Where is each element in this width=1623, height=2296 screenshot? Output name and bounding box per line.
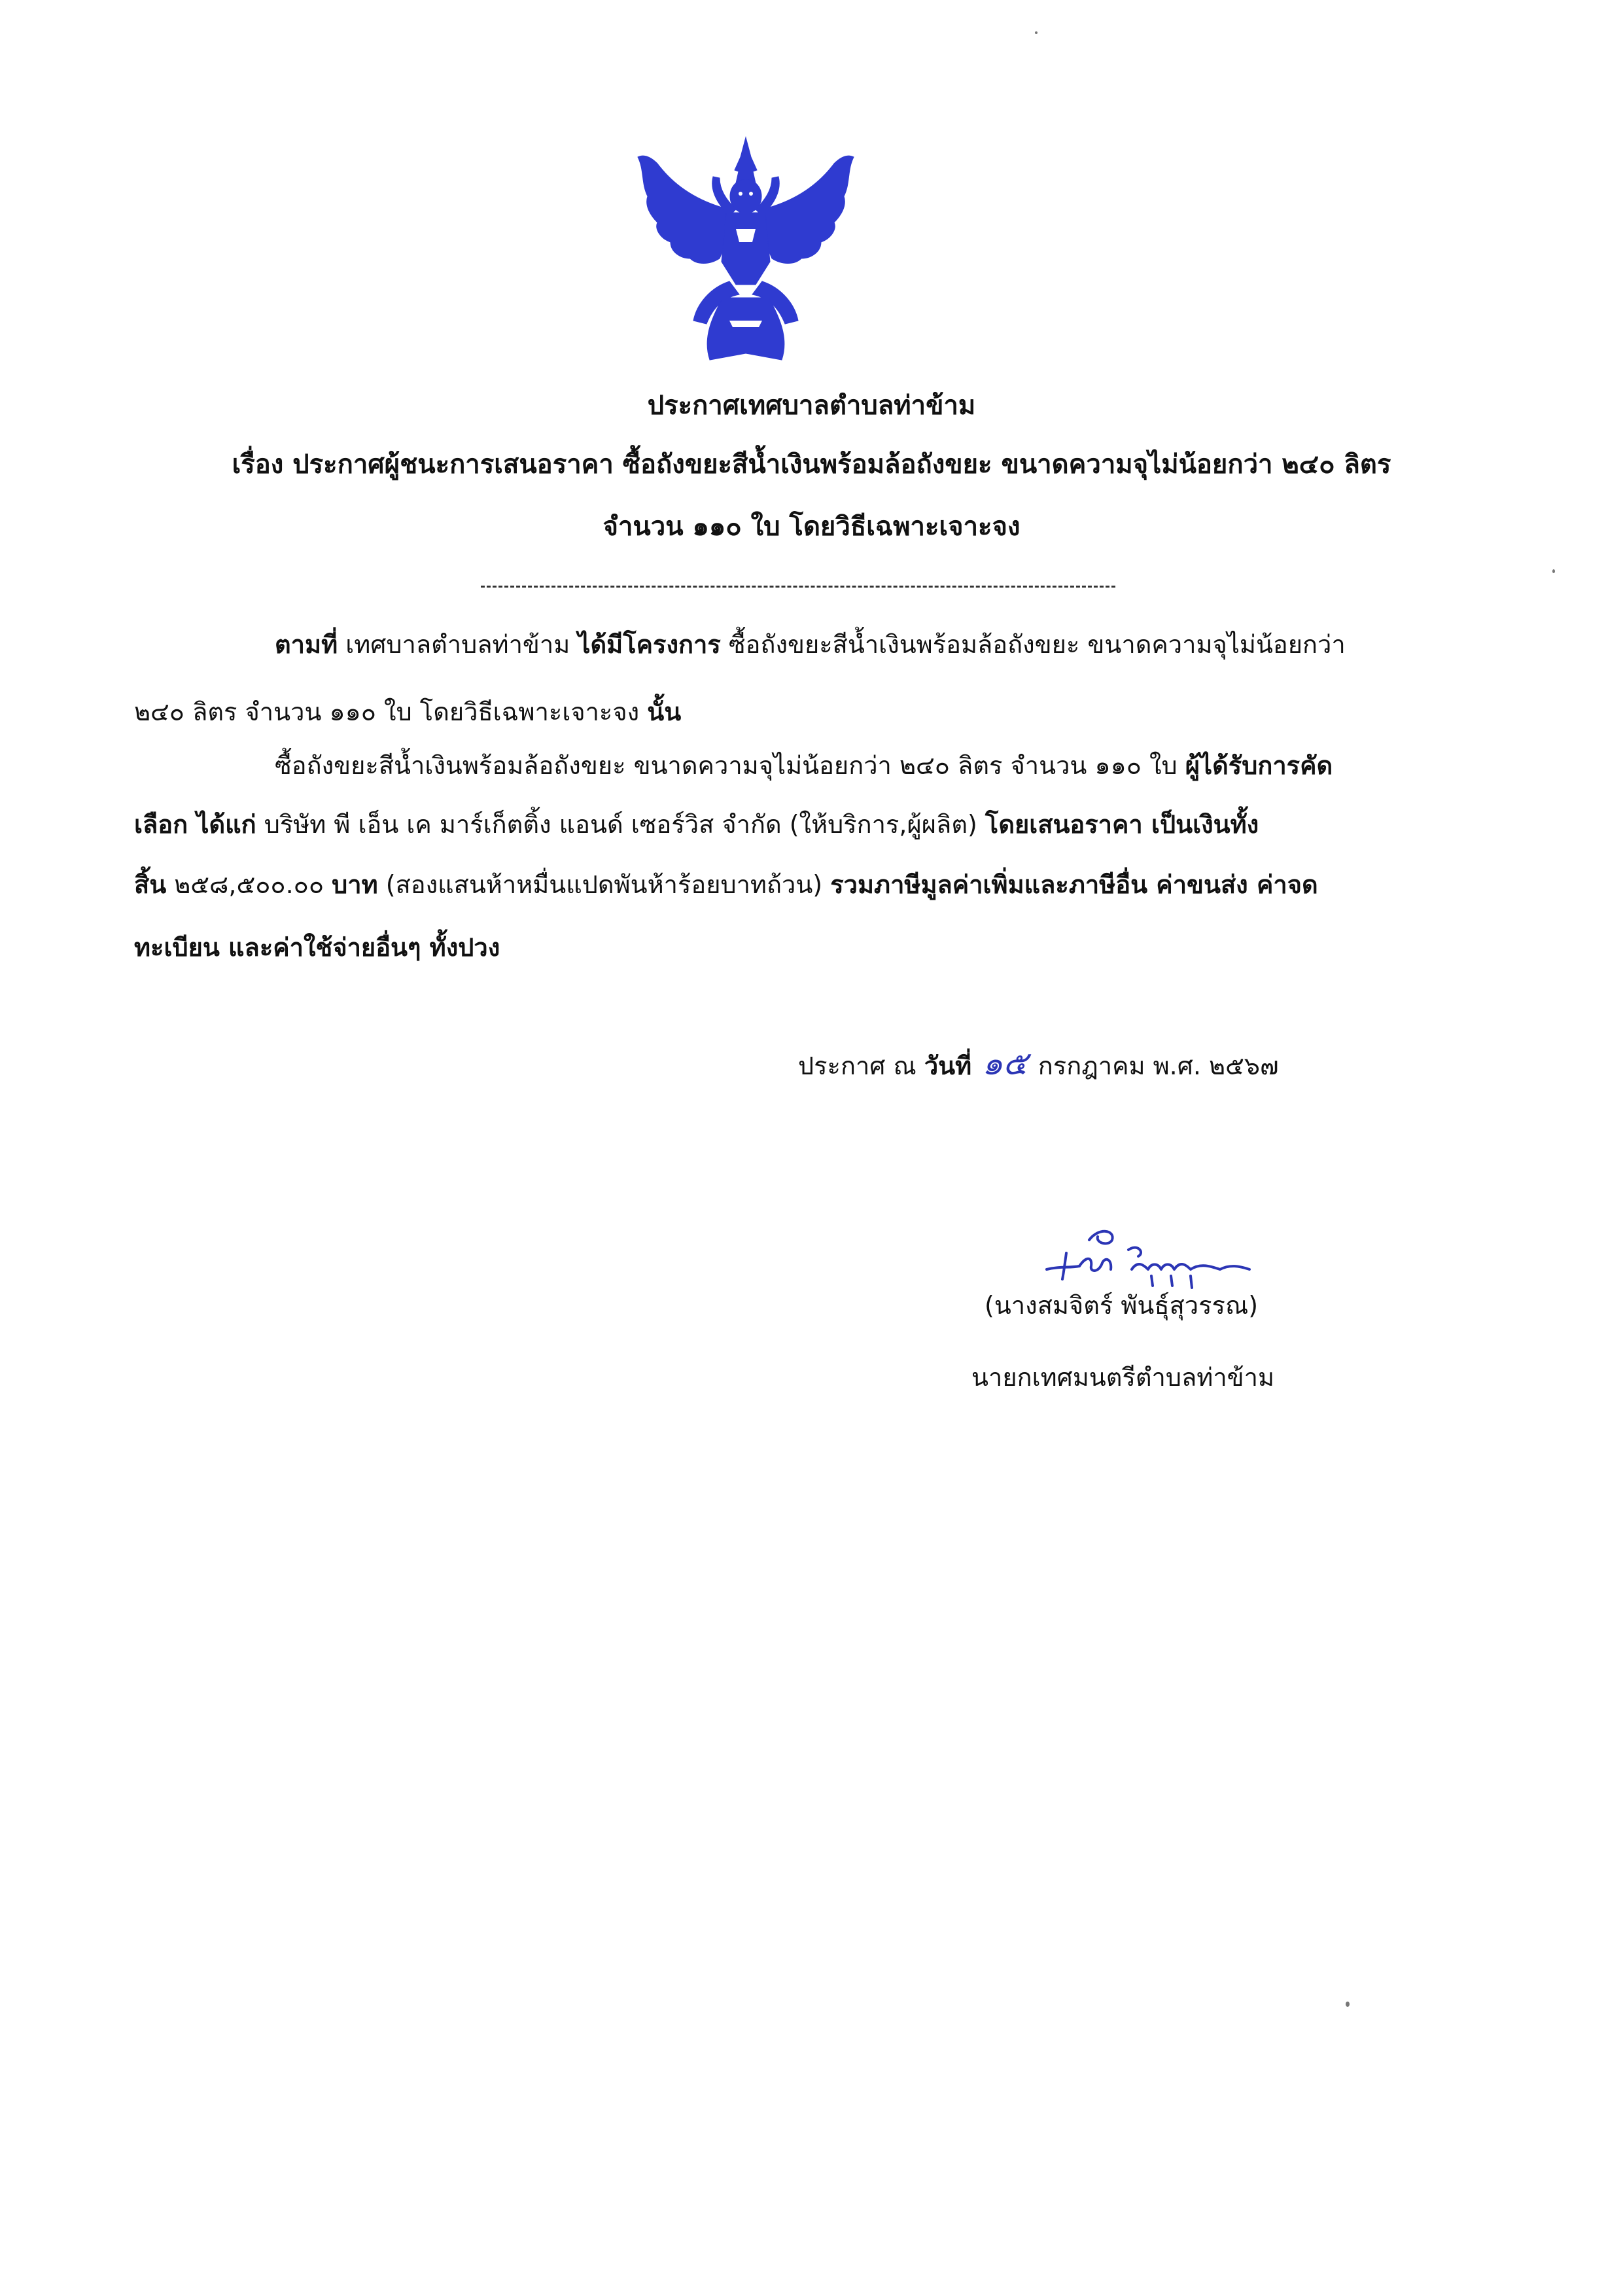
para2-line1-text: ซื้อถังขยะสีน้ำเงินพร้อมล้อถังขยะ ขนาดความจุไม่น้อยกว่า ๒๔๐ ลิตร จำนวน ๑๑๐ ใบ [275, 751, 1185, 780]
para1-text-b: ได้มีโครงการ [578, 630, 721, 659]
para1-lead: ตามที่ [275, 630, 338, 659]
para2-line3-b: ๒๕๘,๕๐๐.๐๐ [166, 870, 332, 899]
dashed-divider [481, 586, 1115, 588]
para2-line3-d: (สองแสนห้าหมื่นแปดพันห้าร้อยบาทถ้วน) [377, 870, 831, 899]
para1-line2 [134, 692, 681, 732]
para2-line4: ทะเบียน และค่าใช้จ่ายอื่นๆ ทั้งปวง [134, 933, 500, 962]
signatory-name: (นางสมจิตร์ พันธุ์สุวรรณ) [985, 1291, 1259, 1320]
para2-line2-b: บริษัท พี เอ็น เค มาร์เก็ตติ้ง แอนด์ เซอร์วิส จำกัด (ให้บริการ,ผู้ผลิต) [256, 810, 985, 839]
announcement-date [798, 1044, 1279, 1086]
para1-text-c: ซื้อถังขยะสีน้ำเงินพร้อมล้อถังขยะ ขนาดความจุไม่น้อยกว่า [720, 630, 1346, 659]
para1-line1 [275, 625, 1346, 664]
signatory-title: นายกเทศมนตรีตำบลท่าข้าม [971, 1363, 1275, 1392]
para2-line3-e: รวมภาษีมูลค่าเพิ่มและภาษีอื่น ค่าขนส่ง ค่าจด [830, 870, 1318, 899]
para2-line2-a: เลือก ได้แก่ [134, 810, 256, 839]
para2-line3-c: บาท [332, 870, 378, 899]
para2-line2-c: โดยเสนอราคา เป็นเงินทั้ง [985, 810, 1259, 839]
para2-line1-bold: ผู้ได้รับการคัด [1185, 751, 1333, 780]
date-month-year: กรกฎาคม พ.ศ. ๒๕๖๗ [1038, 1051, 1279, 1080]
para2-line3-a: สิ้น [134, 870, 167, 899]
para2-line1 [275, 746, 1333, 785]
date-day-label: วันที่ [924, 1051, 972, 1080]
agency-heading: ประกาศเทศบาลตำบลท่าข้าม [647, 391, 976, 421]
scan-speck [1346, 2002, 1350, 2007]
scan-speck [1552, 569, 1555, 573]
date-prefix: ประกาศ ณ [798, 1051, 924, 1080]
garuda-emblem-icon [631, 131, 860, 370]
scan-speck [1035, 31, 1038, 34]
para2-line2 [134, 805, 1259, 844]
para2-line3 [134, 865, 1318, 904]
para1-line2-text: ๒๔๐ ลิตร จำนวน ๑๑๐ ใบ โดยวิธีเฉพาะเจาะจง [134, 698, 648, 726]
date-day: ๑๕ [982, 1044, 1028, 1082]
subject-line-2: จำนวน ๑๑๐ ใบ โดยวิธีเฉพาะเจาะจง [602, 512, 1021, 542]
subject-line-1: เรื่อง ประกาศผู้ชนะการเสนอราคา ซื้อถังขยะสีน้ำเงินพร้อมล้อถังขยะ ขนาดความจุไม่น้อยกว่า ๒๔๐ ลิตร [232, 450, 1391, 480]
para1-line2-bold: นั้น [647, 698, 682, 726]
para1-text-a: เทศบาลตำบลท่าข้าม [338, 630, 578, 659]
